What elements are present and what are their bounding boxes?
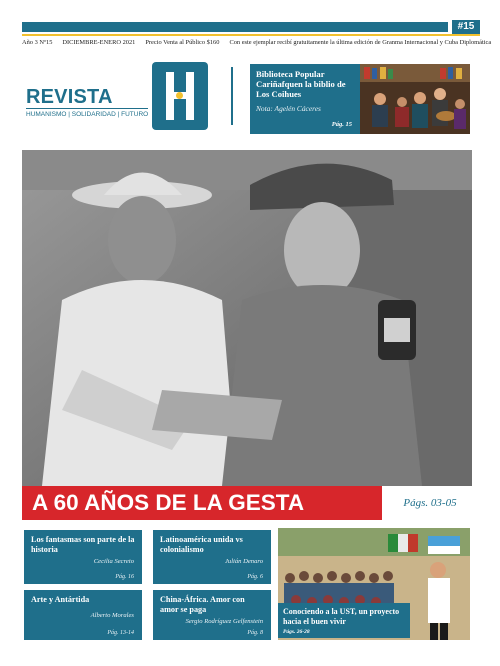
article-title: Los fantasmas son parte de la historia bbox=[31, 535, 135, 554]
bonus-note: Con este ejemplar recibí gratuitamente la última edición de Granma Internacional y Cuba Diplomática bbox=[229, 39, 492, 46]
article-card[interactable] bbox=[153, 590, 271, 640]
cover-photo bbox=[22, 150, 472, 486]
article-author: Alberto Morales bbox=[90, 612, 134, 619]
article-card[interactable] bbox=[24, 590, 142, 640]
library-photo bbox=[360, 64, 470, 134]
headline[interactable]: A 60 AÑOS DE LA GESTA bbox=[22, 486, 382, 520]
featured-author: Nota: Agelén Cáceres bbox=[256, 104, 321, 113]
price-text: Precio Venta al Público $160 bbox=[145, 39, 220, 46]
article-page: Pág. 6 bbox=[247, 574, 263, 580]
headline-pages: Págs. 03-05 bbox=[382, 486, 478, 520]
school-page: Págs. 26-28 bbox=[283, 629, 310, 635]
issue-number: #15 bbox=[452, 20, 480, 34]
article-author: Julián Denaro bbox=[224, 558, 263, 565]
h-logo-icon bbox=[152, 62, 208, 130]
article-page: Pág. 13-14 bbox=[107, 630, 134, 636]
featured-page: Pág. 15 bbox=[331, 121, 352, 128]
brand-title: REVISTA bbox=[26, 86, 113, 108]
top-accent-line bbox=[22, 34, 480, 36]
featured-article[interactable] bbox=[250, 64, 360, 134]
school-article[interactable] bbox=[278, 603, 410, 638]
article-author: Sergio Rodríguez Gelfenstein bbox=[185, 618, 263, 625]
featured-title: Biblioteca Popular Cariñafquen la biblio de Los Coihues bbox=[256, 69, 346, 99]
article-title: Latinoamérica unida vs colonialismo bbox=[160, 535, 243, 554]
article-title: Arte y Antártida bbox=[31, 595, 90, 604]
school-title: Conociendo a la UST, un proyecto hacia el buen vivir bbox=[283, 607, 400, 626]
article-author: Cecilia Secreto bbox=[93, 558, 134, 565]
article-page: Pág. 8 bbox=[247, 630, 263, 636]
volume-text: Año 3 Nº15 bbox=[22, 39, 53, 46]
article-card[interactable] bbox=[24, 530, 142, 584]
brand-subtitle: HUMANISMO | SOLIDARIDAD | FUTURO bbox=[26, 111, 149, 118]
masthead-meta bbox=[22, 39, 492, 46]
brand-rule bbox=[26, 108, 148, 109]
article-card[interactable] bbox=[153, 530, 271, 584]
article-page: Pág. 16 bbox=[115, 574, 134, 580]
top-bar bbox=[22, 22, 448, 32]
date-text: DICIEMBRE-ENERO 2021 bbox=[62, 39, 136, 46]
article-title: China-África. Amor con amor se paga bbox=[160, 595, 245, 614]
masthead-divider bbox=[231, 67, 233, 125]
